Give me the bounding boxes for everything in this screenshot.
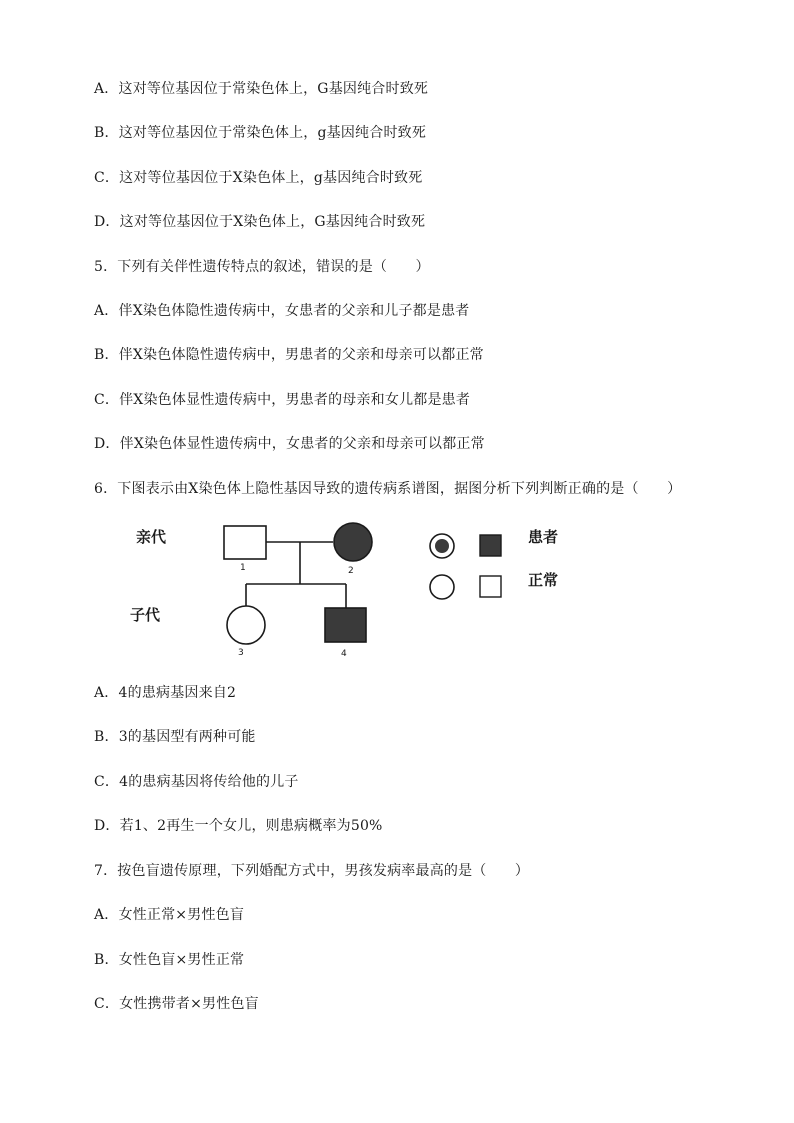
q4-option-d: D．这对等位基因位于X染色体上，G基因纯合时致死 <box>94 214 426 230</box>
q6-option-a: A．4的患病基因来自2 <box>94 685 237 701</box>
q5-option-a: A．伴X染色体隐性遗传病中，女患者的父亲和儿子都是患者 <box>94 303 470 319</box>
pedigree-svg <box>128 512 588 662</box>
individual-4-number: 4 <box>341 649 347 659</box>
pedigree-chart <box>128 512 588 662</box>
individual-2-number: 2 <box>348 566 354 576</box>
q5-option-d: D．伴X染色体显性遗传病中，女患者的父亲和母亲可以都正常 <box>94 436 485 452</box>
q6-option-b: B．3的基因型有两种可能 <box>94 729 256 745</box>
legend-affected-male-icon <box>480 535 501 556</box>
individual-1-normal-male <box>224 526 266 559</box>
q6-stem: 6．下图表示由X染色体上隐性基因导致的遗传病系谱图，据图分析下列判断正确的是（ ） <box>94 481 682 497</box>
legend-normal-female-icon <box>430 575 454 599</box>
q7-stem: 7．按色盲遗传原理，下列婚配方式中，男孩发病率最高的是（ ） <box>94 863 530 879</box>
q7-option-b: B．女性色盲×男性正常 <box>94 952 245 968</box>
individual-3-number: 3 <box>238 648 244 658</box>
q5-stem: 5．下列有关伴性遗传特点的叙述，错误的是（ ） <box>94 259 430 275</box>
legend-affected-female-icon <box>435 539 449 553</box>
individual-2-affected-female <box>334 523 372 561</box>
parent-generation-label: 亲代 <box>136 528 167 546</box>
q4-option-b: B．这对等位基因位于常染色体上，g基因纯合时致死 <box>94 125 427 141</box>
child-generation-label: 子代 <box>130 606 161 624</box>
q4-option-c: C．这对等位基因位于X染色体上，g基因纯合时致死 <box>94 170 423 186</box>
q4-option-a: A．这对等位基因位于常染色体上，G基因纯合时致死 <box>94 81 429 97</box>
q6-option-c: C．4的患病基因将传给他的儿子 <box>94 774 299 790</box>
legend-normal-male-icon <box>480 576 501 597</box>
q7-option-c: C．女性携带者×男性色盲 <box>94 996 259 1012</box>
q7-option-a: A．女性正常×男性色盲 <box>94 907 245 923</box>
q6-option-d: D．若1、2再生一个女儿，则患病概率为50% <box>94 818 383 834</box>
individual-3-normal-female <box>227 606 265 644</box>
individual-1-number: 1 <box>240 563 246 573</box>
q5-option-c: C．伴X染色体显性遗传病中，男患者的母亲和女儿都是患者 <box>94 392 471 408</box>
legend-normal-label: 正常 <box>528 571 559 589</box>
q5-option-b: B．伴X染色体隐性遗传病中，男患者的父亲和母亲可以都正常 <box>94 347 484 363</box>
legend-affected-label: 患者 <box>528 528 559 546</box>
individual-4-affected-male <box>325 608 366 642</box>
